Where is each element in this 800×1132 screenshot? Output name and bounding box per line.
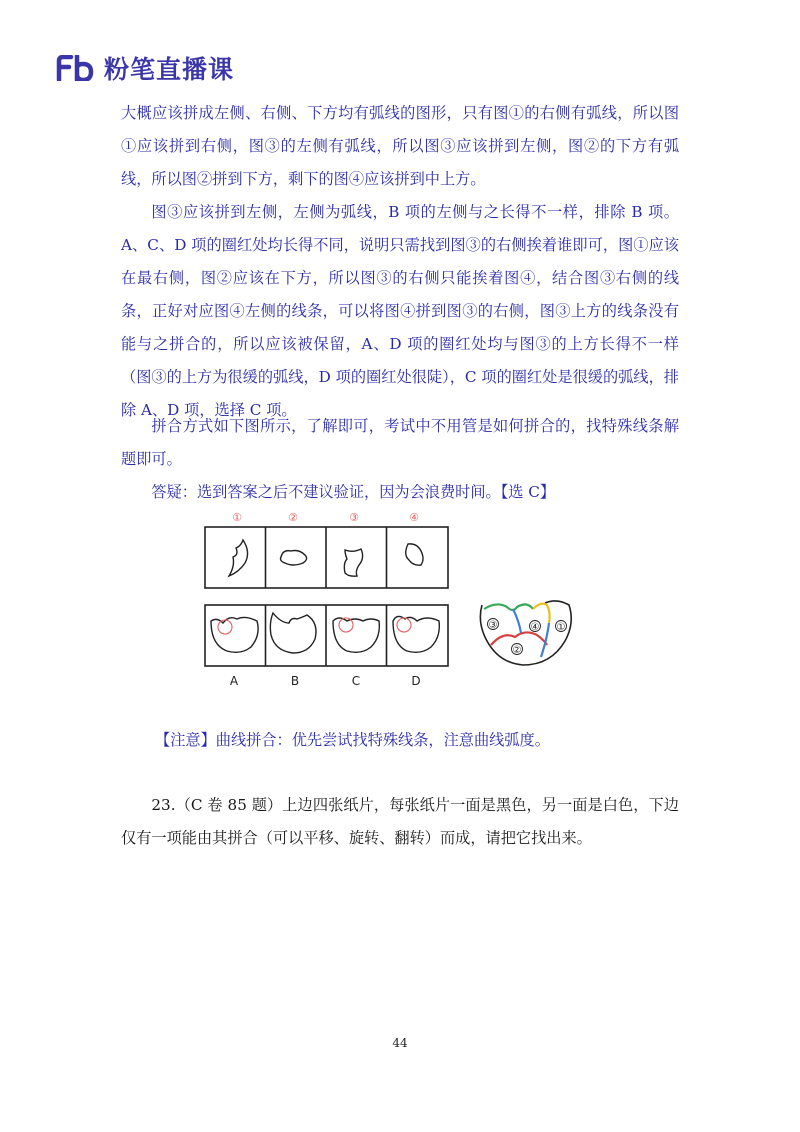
- option-c-shape: [333, 618, 379, 652]
- assembly-line-red: [491, 632, 547, 645]
- brand-logo: [56, 50, 234, 86]
- piece-4-shape: [406, 544, 423, 565]
- piece-1-shape: [229, 540, 248, 576]
- assembly-label-3: ③: [488, 620, 498, 631]
- piece-label-4: ④: [409, 511, 419, 524]
- option-label-d: D: [411, 674, 421, 688]
- option-label-b: B: [290, 674, 300, 688]
- paragraph-2: 图③应该拼到左侧，左侧为弧线，B 项的左侧与之长得不一样，排除 B 项。A、C、D 项的圈红处均长得不同，说明只需找到图③的右侧挨着谁即可，图①应该在最右侧，图②应该在下方，所以图③的右侧只能挨着图④，结合图③右侧的线条，正好对应图④左侧的线条，可以将图④拼到图③的右侧，图③上方的线条没有能与之拼合的，所以应该被保留，A、D 项的圈红处均与图③的上方长得不一样（图③的上方为很缓的弧线，D 项的圈红处很陡），C 项的圈红处是很缓的弧线，排除 A、D 项，选择 C 项。: [121, 203, 679, 419]
- option-b-shape: [270, 613, 316, 653]
- piece-2-shape: [281, 551, 307, 566]
- fb-logo-icon: [56, 55, 96, 81]
- paragraph-answer: 答疑：选到答案之后不建议验证，因为会浪费时间。【选 C】: [151, 483, 556, 501]
- assembly-diagram: [480, 601, 571, 665]
- paragraph-3: 拼合方式如下图所示，了解即可，考试中不用管是如何拼合的，找特殊线条解题即可。: [121, 417, 679, 468]
- piece-3-shape: [344, 549, 362, 576]
- piece-label-3: ③: [349, 511, 359, 524]
- assembly-label-1: ①: [556, 622, 566, 633]
- option-label-a: A: [229, 674, 239, 688]
- brand-name: 粉笔直播课: [104, 55, 235, 84]
- paragraph-1: 大概应该拼成左侧、右侧、下方均有弧线的图形，只有图①的右侧有弧线，所以图①应该拼到右侧，图③的左侧有弧线，所以图③应该拼到左侧，图②的下方有弧线，所以图②拼到下方，剩下的图④应该拼到中上方。: [121, 104, 679, 188]
- option-d-shape: [393, 616, 439, 652]
- assembly-label-2: ②: [512, 645, 522, 656]
- note-tip: 【注意】曲线拼合：优先尝试找特殊线条，注意曲线弧度。: [155, 731, 550, 749]
- assembly-label-4: ④: [530, 622, 540, 633]
- option-a-highlight: [218, 620, 232, 634]
- piece-label-2: ②: [288, 511, 298, 524]
- assembly-line-green: [484, 604, 533, 610]
- option-d-highlight: [397, 618, 411, 632]
- question-23: 23.（C 卷 85 题）上边四张纸片，每张纸片一面是黑色，另一面是白色，下边仅有一项能由其拼合（可以平移、旋转、翻转）而成，请把它找出来。: [121, 796, 679, 847]
- puzzle-figure: [195, 505, 595, 695]
- option-label-c: C: [351, 674, 361, 688]
- piece-label-1: ①: [232, 511, 242, 524]
- page-number: 44: [392, 1036, 408, 1050]
- option-a-shape: [211, 617, 258, 652]
